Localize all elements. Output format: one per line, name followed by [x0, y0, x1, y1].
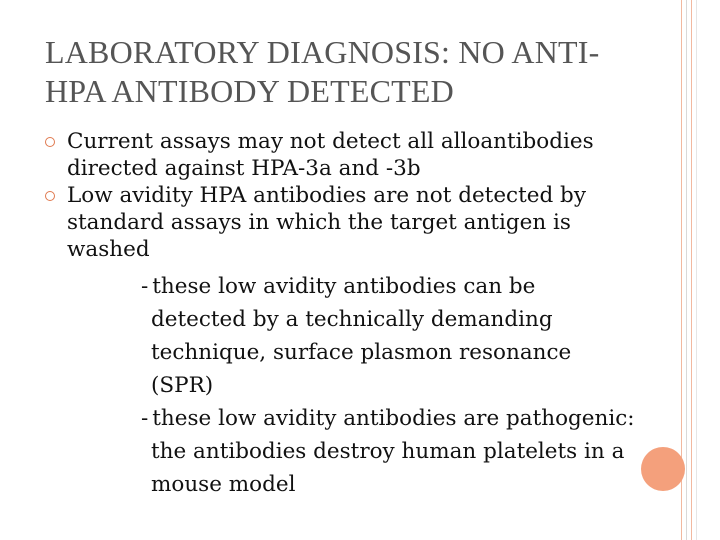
bullet-item	[45, 128, 645, 182]
decorative-frame-line	[691, 0, 692, 540]
sub-point-dash: -	[141, 274, 149, 299]
sub-point	[45, 270, 645, 402]
decorative-frame-line	[686, 0, 687, 540]
sub-point-text-line: technique, surface plasmon resonance	[151, 340, 572, 365]
slide-body	[45, 128, 645, 501]
sub-point-dash: -	[141, 406, 149, 431]
sub-point-text-line: these low avidity antibodies are pathogenic:	[152, 406, 635, 431]
sub-point-text-line: (SPR)	[151, 373, 214, 398]
bullet-text-line: Low avidity HPA antibodies are not detected by	[67, 183, 586, 208]
sub-point	[45, 402, 645, 501]
sub-point-text-line: detected by a technically demanding	[151, 307, 553, 332]
bullet-text-line: Current assays may not detect all alloantibodies	[67, 129, 594, 154]
bullet-text-line: directed against HPA-3a and -3b	[67, 156, 421, 181]
sub-point-text-line: the antibodies destroy human platelets in a	[151, 439, 625, 464]
bullet-text-line: washed	[67, 237, 150, 262]
bullet-item	[45, 182, 645, 263]
bullet-text-line: standard assays in which the target antigen is	[67, 210, 571, 235]
sub-point-text-line: mouse model	[151, 472, 296, 497]
hollow-circle-bullet-icon	[45, 137, 55, 147]
hollow-circle-bullet-icon	[45, 191, 55, 201]
sub-point-text-line: these low avidity antibodies can be	[152, 274, 536, 299]
slide-title	[45, 33, 645, 111]
decorative-frame-line	[696, 0, 697, 540]
slide-title-line: LABORATORY DIAGNOSIS: NO ANTI-	[45, 34, 600, 70]
slide-title-line: HPA ANTIBODY DETECTED	[45, 73, 454, 109]
decorative-orange-circle	[641, 447, 685, 491]
